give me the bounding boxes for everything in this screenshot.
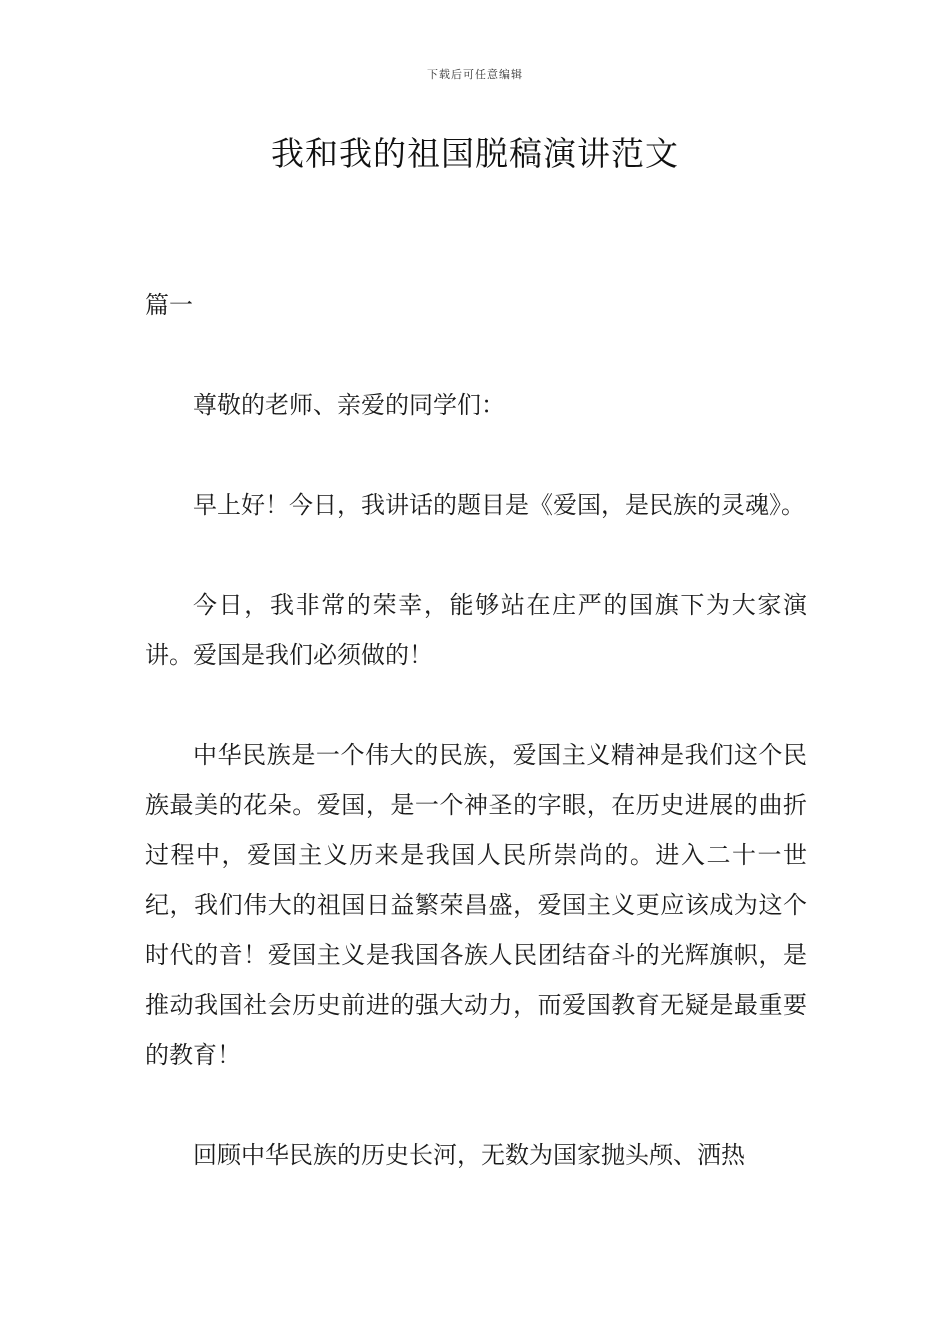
section-label: 篇一: [145, 291, 193, 319]
paragraph-intro: 今日，我非常的荣幸，能够站在庄严的国旗下为大家演讲。爱国是我们必须做的！: [145, 591, 807, 669]
header-note: 下载后可任意编辑: [427, 68, 523, 81]
paragraph-topic: 早上好！今日，我讲话的题目是《爱国，是民族的灵魂》。: [193, 491, 805, 519]
paragraph-history: 回顾中华民族的历史长河，无数为国家抛头颅、洒热: [193, 1141, 745, 1169]
paragraph-patriotism: 中华民族是一个伟大的民族，爱国主义精神是我们这个民族最美的花朵。爱国，是一个神圣的字眼，在历史进展的曲折过程中，爱国主义历来是我国人民所崇尚的。进入二十一世纪，我们伟大的祖国日益繁荣昌盛，爱国主义更应该成为这个时代的音！爱国主义是我国各族人民团结奋斗的光辉旗帜，是推动我国社会历史前进的强大动力，而爱国教育无疑是最重要的教育！: [145, 741, 807, 1069]
paragraph-greeting: 尊敬的老师、亲爱的同学们：: [193, 391, 505, 419]
document-title: 我和我的祖国脱稿演讲范文: [271, 134, 679, 173]
body-paragraphs: [145, 380, 807, 1230]
